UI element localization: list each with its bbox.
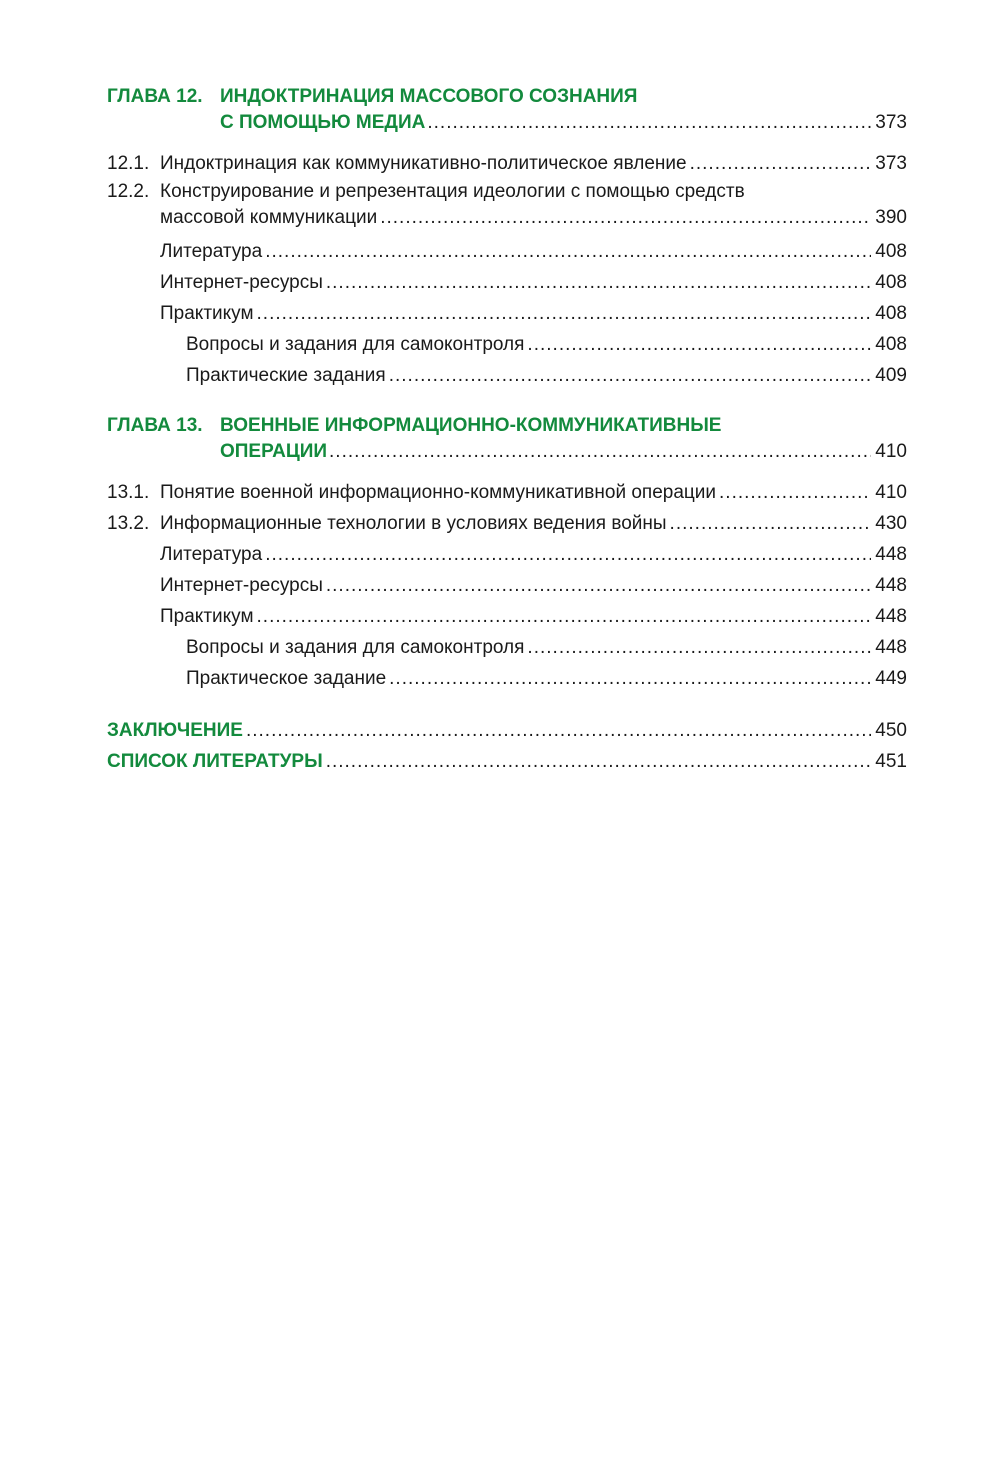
page-number: 373 bbox=[875, 112, 907, 133]
toc-entry-practicum-13[interactable] bbox=[107, 601, 907, 632]
page-number: 430 bbox=[875, 513, 907, 534]
entry-title: Вопросы и задания для самоконтроля bbox=[186, 637, 525, 658]
dot-leader bbox=[670, 508, 872, 539]
entry-title: СПИСОК ЛИТЕРАТУРЫ bbox=[107, 751, 323, 772]
section-title: Информационные технологии в условиях ведения войны bbox=[160, 513, 667, 534]
entry-title: Вопросы и задания для самоконтроля bbox=[186, 334, 525, 355]
dot-leader bbox=[389, 663, 871, 694]
dot-leader bbox=[527, 632, 871, 663]
dot-leader bbox=[246, 715, 871, 746]
chapter-title-line2: ОПЕРАЦИИ bbox=[220, 441, 328, 462]
chapter-title-line2: С ПОМОЩЬЮ МЕДИА bbox=[220, 112, 426, 133]
dot-leader bbox=[389, 360, 872, 391]
entry-title: Интернет-ресурсы bbox=[160, 575, 323, 596]
chapter-title-line1: ИНДОКТРИНАЦИЯ МАССОВОГО СОЗНАНИЯ bbox=[220, 86, 638, 107]
dot-leader bbox=[326, 570, 871, 601]
chapter-label: ГЛАВА 13. bbox=[107, 415, 203, 436]
page-number: 450 bbox=[875, 720, 907, 741]
dot-leader bbox=[380, 205, 871, 231]
page-number: 449 bbox=[875, 668, 907, 689]
page-number: 448 bbox=[875, 575, 907, 596]
chapter-13-heading[interactable] bbox=[107, 413, 907, 465]
page-number: 390 bbox=[875, 207, 907, 228]
section-number: 12.1. bbox=[107, 153, 150, 174]
toc-entry-tasks-13[interactable] bbox=[107, 663, 907, 694]
section-title: Индоктринация как коммуникативно-политическое явление bbox=[160, 153, 687, 174]
section-title: Понятие военной информационно-коммуникативной операции bbox=[160, 482, 717, 503]
dot-leader bbox=[690, 148, 872, 179]
page-number: 409 bbox=[875, 365, 907, 386]
dot-leader bbox=[719, 477, 871, 508]
section-number: 13.2. bbox=[107, 513, 150, 534]
dot-leader bbox=[265, 236, 871, 267]
toc-entry-literature-13[interactable] bbox=[107, 539, 907, 570]
entry-title: Литература bbox=[160, 241, 263, 262]
toc-entry-conclusion[interactable] bbox=[107, 715, 907, 746]
toc-entry-questions-12[interactable] bbox=[107, 329, 907, 360]
page-number: 448 bbox=[875, 606, 907, 627]
toc-entry-12-1[interactable] bbox=[107, 148, 907, 179]
table-of-contents bbox=[107, 84, 907, 777]
chapter-label: ГЛАВА 12. bbox=[107, 86, 203, 107]
entry-title: Практическое задание bbox=[186, 668, 387, 689]
dot-leader bbox=[527, 329, 871, 360]
toc-entry-tasks-12[interactable] bbox=[107, 360, 907, 391]
dot-leader bbox=[326, 267, 871, 298]
toc-entry-practicum-12[interactable] bbox=[107, 298, 907, 329]
page-number: 373 bbox=[875, 153, 907, 174]
entry-title: Литература bbox=[160, 544, 263, 565]
page-number: 448 bbox=[875, 637, 907, 658]
dot-leader bbox=[427, 110, 871, 136]
section-number: 13.1. bbox=[107, 482, 150, 503]
page-number: 408 bbox=[875, 303, 907, 324]
toc-entry-literature-12[interactable] bbox=[107, 236, 907, 267]
chapter-12-heading[interactable] bbox=[107, 84, 907, 136]
chapter-title-line1: ВОЕННЫЕ ИНФОРМАЦИОННО-КОММУНИКАТИВНЫЕ bbox=[220, 415, 722, 436]
section-title-line1: Конструирование и репрезентация идеологии с помощью средств bbox=[160, 181, 745, 202]
section-number: 12.2. bbox=[107, 181, 150, 202]
section-title-line2: массовой коммуникации bbox=[160, 207, 378, 228]
dot-leader bbox=[265, 539, 871, 570]
entry-title: Интернет-ресурсы bbox=[160, 272, 323, 293]
entry-title: Практические задания bbox=[186, 365, 386, 386]
toc-entry-internet-13[interactable] bbox=[107, 570, 907, 601]
toc-entry-13-1[interactable] bbox=[107, 477, 907, 508]
dot-leader bbox=[257, 298, 872, 329]
page-number: 451 bbox=[875, 751, 907, 772]
entry-title: Практикум bbox=[160, 303, 254, 324]
entry-title: Практикум bbox=[160, 606, 254, 627]
dot-leader bbox=[257, 601, 872, 632]
entry-title: ЗАКЛЮЧЕНИЕ bbox=[107, 720, 243, 741]
page-number: 448 bbox=[875, 544, 907, 565]
page-number: 410 bbox=[875, 482, 907, 503]
page-number: 408 bbox=[875, 241, 907, 262]
page-number: 410 bbox=[875, 441, 907, 462]
toc-entry-13-2[interactable] bbox=[107, 508, 907, 539]
toc-entry-questions-13[interactable] bbox=[107, 632, 907, 663]
toc-entry-references[interactable] bbox=[107, 746, 907, 777]
page-number: 408 bbox=[875, 272, 907, 293]
dot-leader bbox=[326, 746, 872, 777]
dot-leader bbox=[329, 439, 871, 465]
toc-entry-12-2[interactable] bbox=[107, 179, 907, 231]
page-number: 408 bbox=[875, 334, 907, 355]
toc-entry-internet-12[interactable] bbox=[107, 267, 907, 298]
